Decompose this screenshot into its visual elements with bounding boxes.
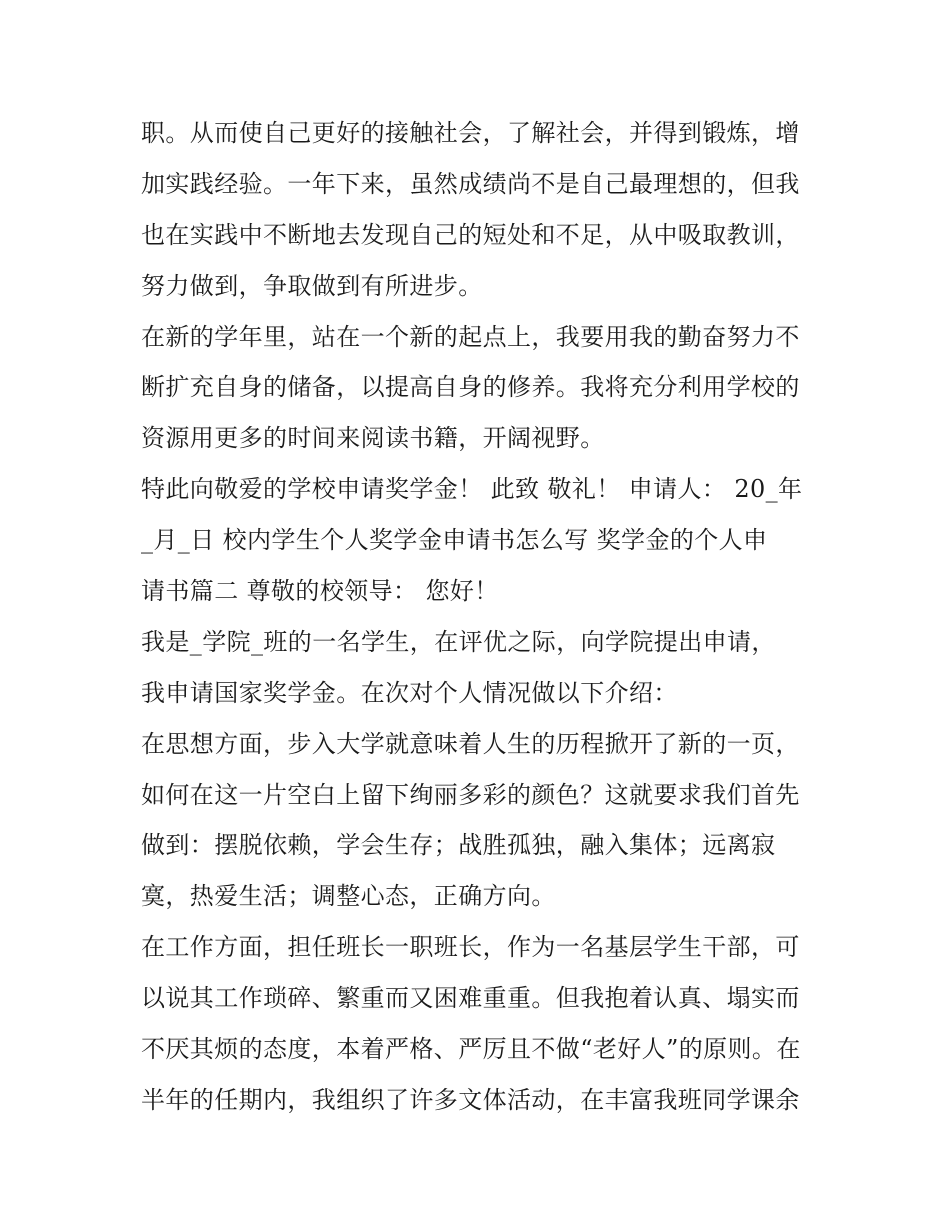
text-line: 以说其工作琐碎、繁重而又困难重重。但我抱着认真、塌实而 <box>141 984 800 1013</box>
body-text <box>141 108 821 1126</box>
text-line: 在工作方面，担任班长一职班长，作为一名基层学生干部，可 <box>141 933 800 962</box>
text-line: 资源用更多的时间来阅读书籍，开阔视野。 <box>141 424 605 453</box>
text-line: 在思想方面，步入大学就意味着人生的历程掀开了新的一页， <box>141 729 800 758</box>
text-line: 特此向敬爱的学校申请奖学金！ 此致 敬礼！ 申请人： 20_年 <box>141 475 803 504</box>
text-line: 不厌其烦的态度，本着严格、严厉且不做“老好人”的原则。在 <box>141 1035 801 1064</box>
text-line: 做到：摆脱依赖，学会生存；战胜孤独，融入集体；远离寂 <box>141 831 776 860</box>
text-line: 努力做到，争取做到有所进步。 <box>141 271 483 300</box>
text-line: 在新的学年里，站在一个新的起点上，我要用我的勤奋努力不 <box>141 322 800 351</box>
text-line: 也在实践中不断地去发现自己的短处和不足，从中吸取教训， <box>141 220 800 249</box>
text-line: 职。从而使自己更好的接触社会，了解社会，并得到锻炼，增 <box>141 119 800 147</box>
text-line: 我申请国家奖学金。在次对个人情况做以下介绍： <box>141 678 678 707</box>
text-line: 寞，热爱生活；调整心态，正确方向。 <box>141 882 556 911</box>
text-line: 我是_学院_班的一名学生，在评优之际，向学院提出申请， <box>141 627 776 656</box>
text-line: 请书篇二 尊敬的校领导： 您好！ <box>141 577 499 606</box>
text-line: _月_日 校内学生个人奖学金申请书怎么写 奖学金的个人申 <box>141 526 768 555</box>
text-line: 半年的任期内，我组织了许多文体活动，在丰富我班同学课余 <box>141 1085 800 1114</box>
text-line: 如何在这一片空白上留下绚丽多彩的颜色？这就要求我们首先 <box>141 780 800 809</box>
text-line: 断扩充自身的储备，以提高自身的修养。我将充分利用学校的 <box>141 373 800 402</box>
text-line: 加实践经验。一年下来，虽然成绩尚不是自己最理想的，但我 <box>141 169 800 198</box>
